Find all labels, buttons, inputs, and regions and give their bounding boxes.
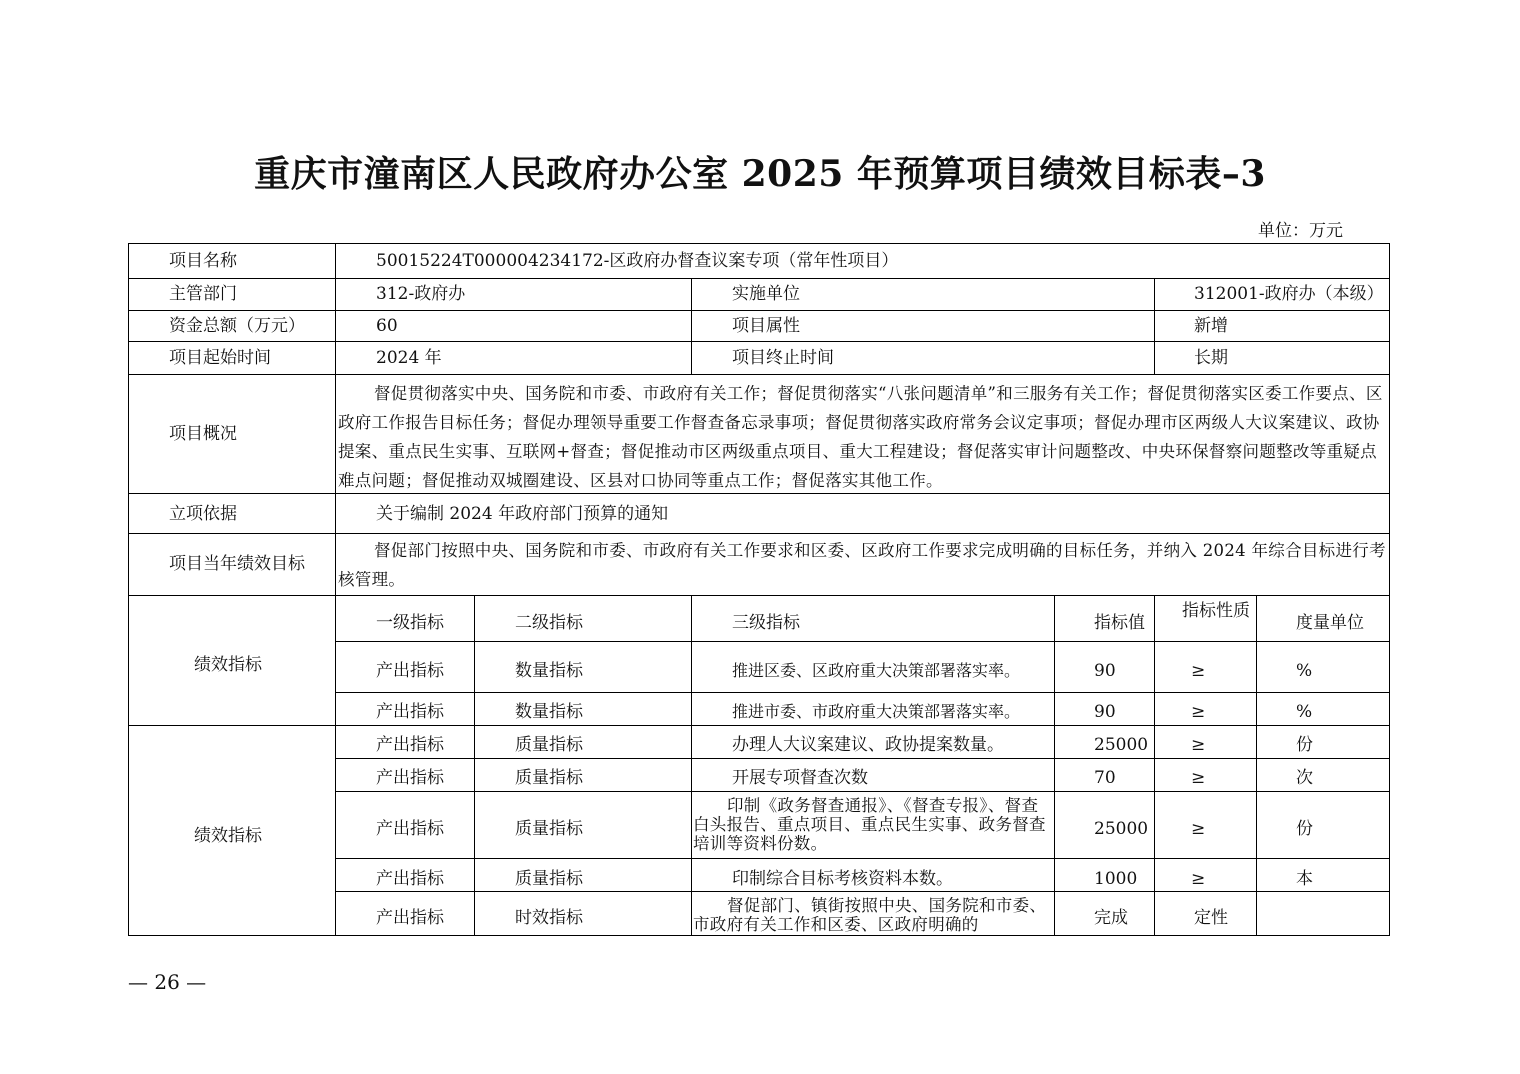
rule [335, 791, 1390, 792]
rule [335, 758, 1390, 759]
row-level1: 产出指标 [376, 819, 444, 839]
row-level3: 推进市委、市政府重大决策部署落实率。 [732, 702, 1021, 721]
project-name-value: 50015224T000004234172-区政府办督查议案专项（常年性项目） [376, 251, 899, 271]
row-nature: ≥ [1191, 819, 1206, 839]
rule [691, 278, 692, 374]
row-nature: 定性 [1194, 908, 1228, 928]
end-value: 长期 [1194, 348, 1228, 368]
row-level3: 办理人大议案建议、政协提案数量。 [732, 735, 1004, 755]
row-level3: 推进区委、区政府重大决策部署落实率。 [732, 661, 1021, 680]
rule [474, 595, 475, 936]
row-level1: 产出指标 [376, 735, 444, 755]
attr-value: 新增 [1194, 316, 1228, 336]
header-value: 指标值 [1094, 613, 1145, 633]
header-level2: 二级指标 [515, 613, 583, 633]
row-level2: 质量指标 [515, 819, 583, 839]
goal-label: 项目当年绩效目标 [169, 554, 305, 574]
rule [128, 725, 1390, 726]
row-nature: ≥ [1191, 869, 1206, 889]
row-level2: 数量指标 [515, 661, 583, 681]
rule [128, 243, 1390, 244]
row-level2: 质量指标 [515, 768, 583, 788]
rule [1154, 278, 1155, 374]
header-level3: 三级指标 [732, 613, 800, 633]
rule [1256, 595, 1257, 936]
row-level3: 开展专项督查次数 [732, 768, 868, 788]
fund-value: 60 [376, 316, 398, 336]
row-nature: ≥ [1191, 735, 1206, 755]
impl-label: 实施单位 [732, 284, 800, 304]
overview-label: 项目概况 [169, 424, 237, 444]
rule [128, 533, 1390, 534]
row-level1: 产出指标 [376, 768, 444, 788]
row-level2: 数量指标 [515, 702, 583, 722]
indicator-group-label: 绩效指标 [194, 655, 262, 675]
project-name-label: 项目名称 [169, 251, 237, 271]
rule [128, 278, 1390, 279]
row-level3: 印制《政务督查通报》、《督查专报》、督查白头报告、重点项目、重点民生实事、政务督查培训等资料份数。 [693, 796, 1046, 853]
attr-label: 项目属性 [732, 316, 800, 336]
row-nature: ≥ [1191, 661, 1206, 681]
row-level1: 产出指标 [376, 869, 444, 889]
row-unit: 份 [1296, 819, 1313, 839]
row-level3: 印制综合目标考核资料本数。 [732, 869, 953, 889]
row-unit: % [1296, 661, 1313, 681]
row-level1: 产出指标 [376, 702, 444, 722]
fund-label: 资金总额（万元） [169, 316, 305, 336]
row-unit: 份 [1296, 735, 1313, 755]
rule [335, 692, 1390, 693]
row-level1: 产出指标 [376, 661, 444, 681]
unit-label: 单位：万元 [1258, 221, 1343, 241]
rule [128, 341, 1390, 342]
page-title: 重庆市潼南区人民政府办公室 2025 年预算项目绩效目标表–3 [254, 153, 1266, 195]
row-level2: 时效指标 [515, 908, 583, 928]
start-label: 项目起始时间 [169, 348, 271, 368]
row-unit: % [1296, 702, 1313, 722]
row-unit: 本 [1296, 869, 1313, 889]
row-level2: 质量指标 [515, 869, 583, 889]
row-level2: 质量指标 [515, 735, 583, 755]
header-unit: 度量单位 [1296, 613, 1364, 633]
row-value: 完成 [1094, 908, 1128, 928]
row-nature: ≥ [1191, 702, 1206, 722]
rule [128, 374, 1390, 375]
header-level1: 一级指标 [376, 613, 444, 633]
rule [335, 891, 1390, 892]
rule [128, 595, 1390, 596]
row-value: 25000 [1094, 819, 1149, 839]
rule [128, 243, 129, 936]
overview-text: 督促贯彻落实中央、国务院和市委、市政府有关工作；督促贯彻落实“八张问题清单”和三服务有关工作；督促贯彻落实区委工作要点、区政府工作报告目标任务；督促办理领导重要工作督查备忘录事项；督促贯彻落实政府常务会议定事项；督促办理市区两级人大议案建议、政协提案、重点民生实事、互联网+督查；督促推动市区两级重点项目、重大工程建设；督促落实审计问题整改、中央环保督察问题整改等重疑点难点问题；督促推动双城圈建设、区县对口协同等重点工作；督促落实其他工作。 [338, 384, 1383, 490]
rule [335, 641, 1390, 642]
rule [691, 595, 692, 936]
row-value: 70 [1094, 768, 1116, 788]
dept-label: 主管部门 [169, 284, 237, 304]
row-value: 1000 [1094, 869, 1138, 889]
row-level1: 产出指标 [376, 908, 444, 928]
row-value: 90 [1094, 661, 1116, 681]
rule [1154, 595, 1155, 936]
goal-text: 督促部门按照中央、国务院和市委、市政府有关工作要求和区委、区政府工作要求完成明确的目标任务，并纳入 2024 年综合目标进行考核管理。 [338, 541, 1386, 589]
row-level3: 督促部门、镇街按照中央、国务院和市委、市政府有关工作和区委、区政府明确的 [693, 896, 1047, 934]
header-nature: 指标性质 [1182, 601, 1250, 621]
dept-value: 312-政府办 [376, 284, 466, 304]
basis-label: 立项依据 [169, 504, 237, 524]
impl-value: 312001-政府办（本级） [1194, 284, 1384, 304]
start-value: 2024 年 [376, 348, 442, 368]
row-unit: 次 [1296, 768, 1313, 788]
rule [335, 243, 336, 936]
row-value: 90 [1094, 702, 1116, 722]
end-label: 项目终止时间 [732, 348, 834, 368]
page-number: — 26 — [128, 970, 207, 994]
rule [128, 310, 1390, 311]
row-value: 25000 [1094, 735, 1149, 755]
indicator-group-label: 绩效指标 [194, 826, 262, 846]
row-nature: ≥ [1191, 768, 1206, 788]
basis-value: 关于编制 2024 年政府部门预算的通知 [376, 504, 669, 524]
rule [1054, 595, 1055, 936]
